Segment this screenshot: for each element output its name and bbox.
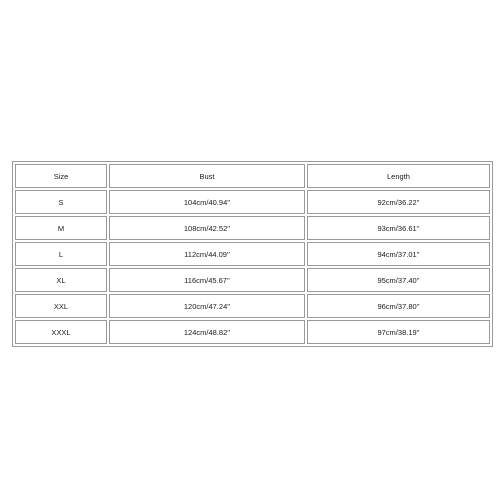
cell-length: 96cm/37.80'' bbox=[307, 294, 490, 318]
cell-length: 93cm/36.61'' bbox=[307, 216, 490, 240]
table-header-row bbox=[15, 164, 490, 188]
cell-size: XXXL bbox=[15, 320, 107, 344]
cell-size: XL bbox=[15, 268, 107, 292]
cell-bust: 120cm/47.24'' bbox=[109, 294, 305, 318]
table-row bbox=[15, 320, 490, 344]
table-row bbox=[15, 242, 490, 266]
size-chart-table bbox=[12, 161, 493, 347]
cell-size: M bbox=[15, 216, 107, 240]
cell-length: 97cm/38.19'' bbox=[307, 320, 490, 344]
header-length: Length bbox=[307, 164, 490, 188]
header-bust: Bust bbox=[109, 164, 305, 188]
cell-bust: 112cm/44.09'' bbox=[109, 242, 305, 266]
table-row bbox=[15, 294, 490, 318]
cell-size: L bbox=[15, 242, 107, 266]
cell-length: 92cm/36.22'' bbox=[307, 190, 490, 214]
table-row bbox=[15, 216, 490, 240]
cell-bust: 104cm/40.94'' bbox=[109, 190, 305, 214]
table-row bbox=[15, 190, 490, 214]
cell-bust: 116cm/45.67'' bbox=[109, 268, 305, 292]
cell-bust: 108cm/42.52'' bbox=[109, 216, 305, 240]
cell-length: 95cm/37.40'' bbox=[307, 268, 490, 292]
cell-bust: 124cm/48.82'' bbox=[109, 320, 305, 344]
table-row bbox=[15, 268, 490, 292]
cell-length: 94cm/37.01'' bbox=[307, 242, 490, 266]
cell-size: XXL bbox=[15, 294, 107, 318]
cell-size: S bbox=[15, 190, 107, 214]
header-size: Size bbox=[15, 164, 107, 188]
